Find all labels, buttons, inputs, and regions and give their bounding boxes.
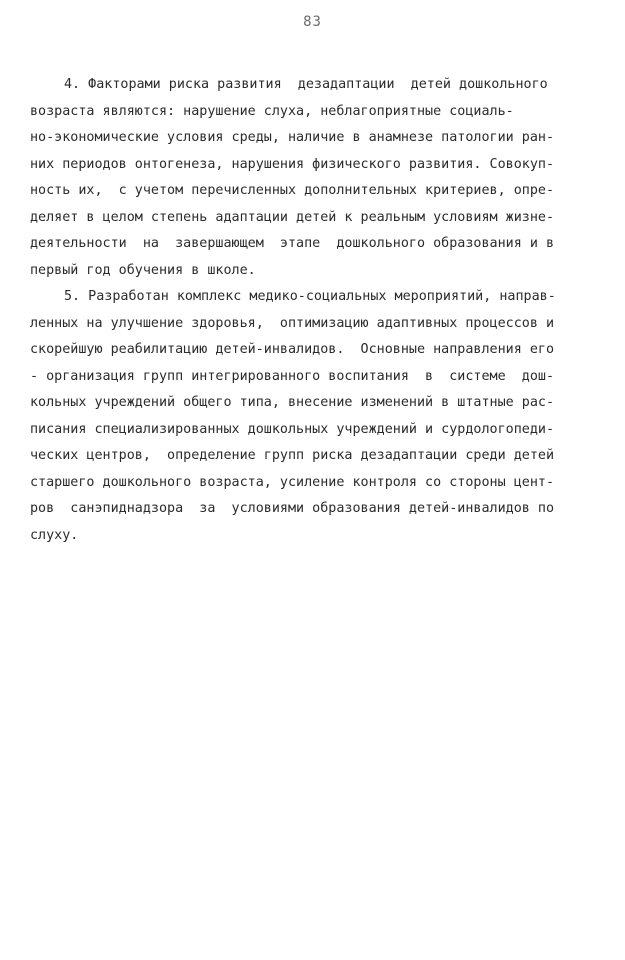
- text-line: ров санэпиднадзора за условиями образования детей-инвалидов по: [30, 501, 555, 516]
- text-line: ность их, с учетом перечисленных дополнительных критериев, опре-: [30, 183, 555, 198]
- text-line: 5. Разработан комплекс медико-социальных мероприятий, направ-: [64, 289, 556, 304]
- text-line: 4. Факторами риска развития дезадаптации детей дошкольного: [64, 77, 548, 92]
- text-line: них периодов онтогенеза, нарушения физического развития. Совокуп-: [30, 156, 555, 172]
- text-line: ленных на улучшение здоровья, оптимизацию адаптивных процессов и: [30, 315, 555, 331]
- document-body: [30, 72, 605, 549]
- text-line: - организация групп интегрированного воспитания в системе дош-: [30, 368, 555, 384]
- page-number: 83: [303, 14, 322, 30]
- text-line: скорейшую реабилитацию детей-инвалидов. Основные направления его: [30, 342, 555, 357]
- text-line: старшего дошкольного возраста, усиление контроля со стороны цент-: [30, 474, 555, 490]
- text-line: кольных учреждений общего типа, внесение изменений в штатные рас-: [30, 395, 555, 410]
- paragraph-5: [30, 284, 605, 549]
- text-line: возраста являются: нарушение слуха, неблагоприятные социаль-: [30, 103, 514, 119]
- text-line: деятельности на завершающем этапе дошкольного образования и в: [30, 236, 555, 251]
- text-line: деляет в целом степень адаптации детей к реальным условиям жизне-: [30, 209, 555, 225]
- text-line: писания специализированных дошкольных учреждений и сурдологопеди-: [30, 421, 555, 437]
- text-line: слуху.: [30, 527, 79, 543]
- text-line: ческих центров, определение групп риска дезадаптации среди детей: [30, 448, 555, 463]
- paragraph-4: [30, 72, 605, 284]
- text-line: первый год обучения в школе.: [30, 262, 256, 278]
- text-line: но-экономические условия среды, наличие в анамнезе патологии ран-: [30, 130, 555, 145]
